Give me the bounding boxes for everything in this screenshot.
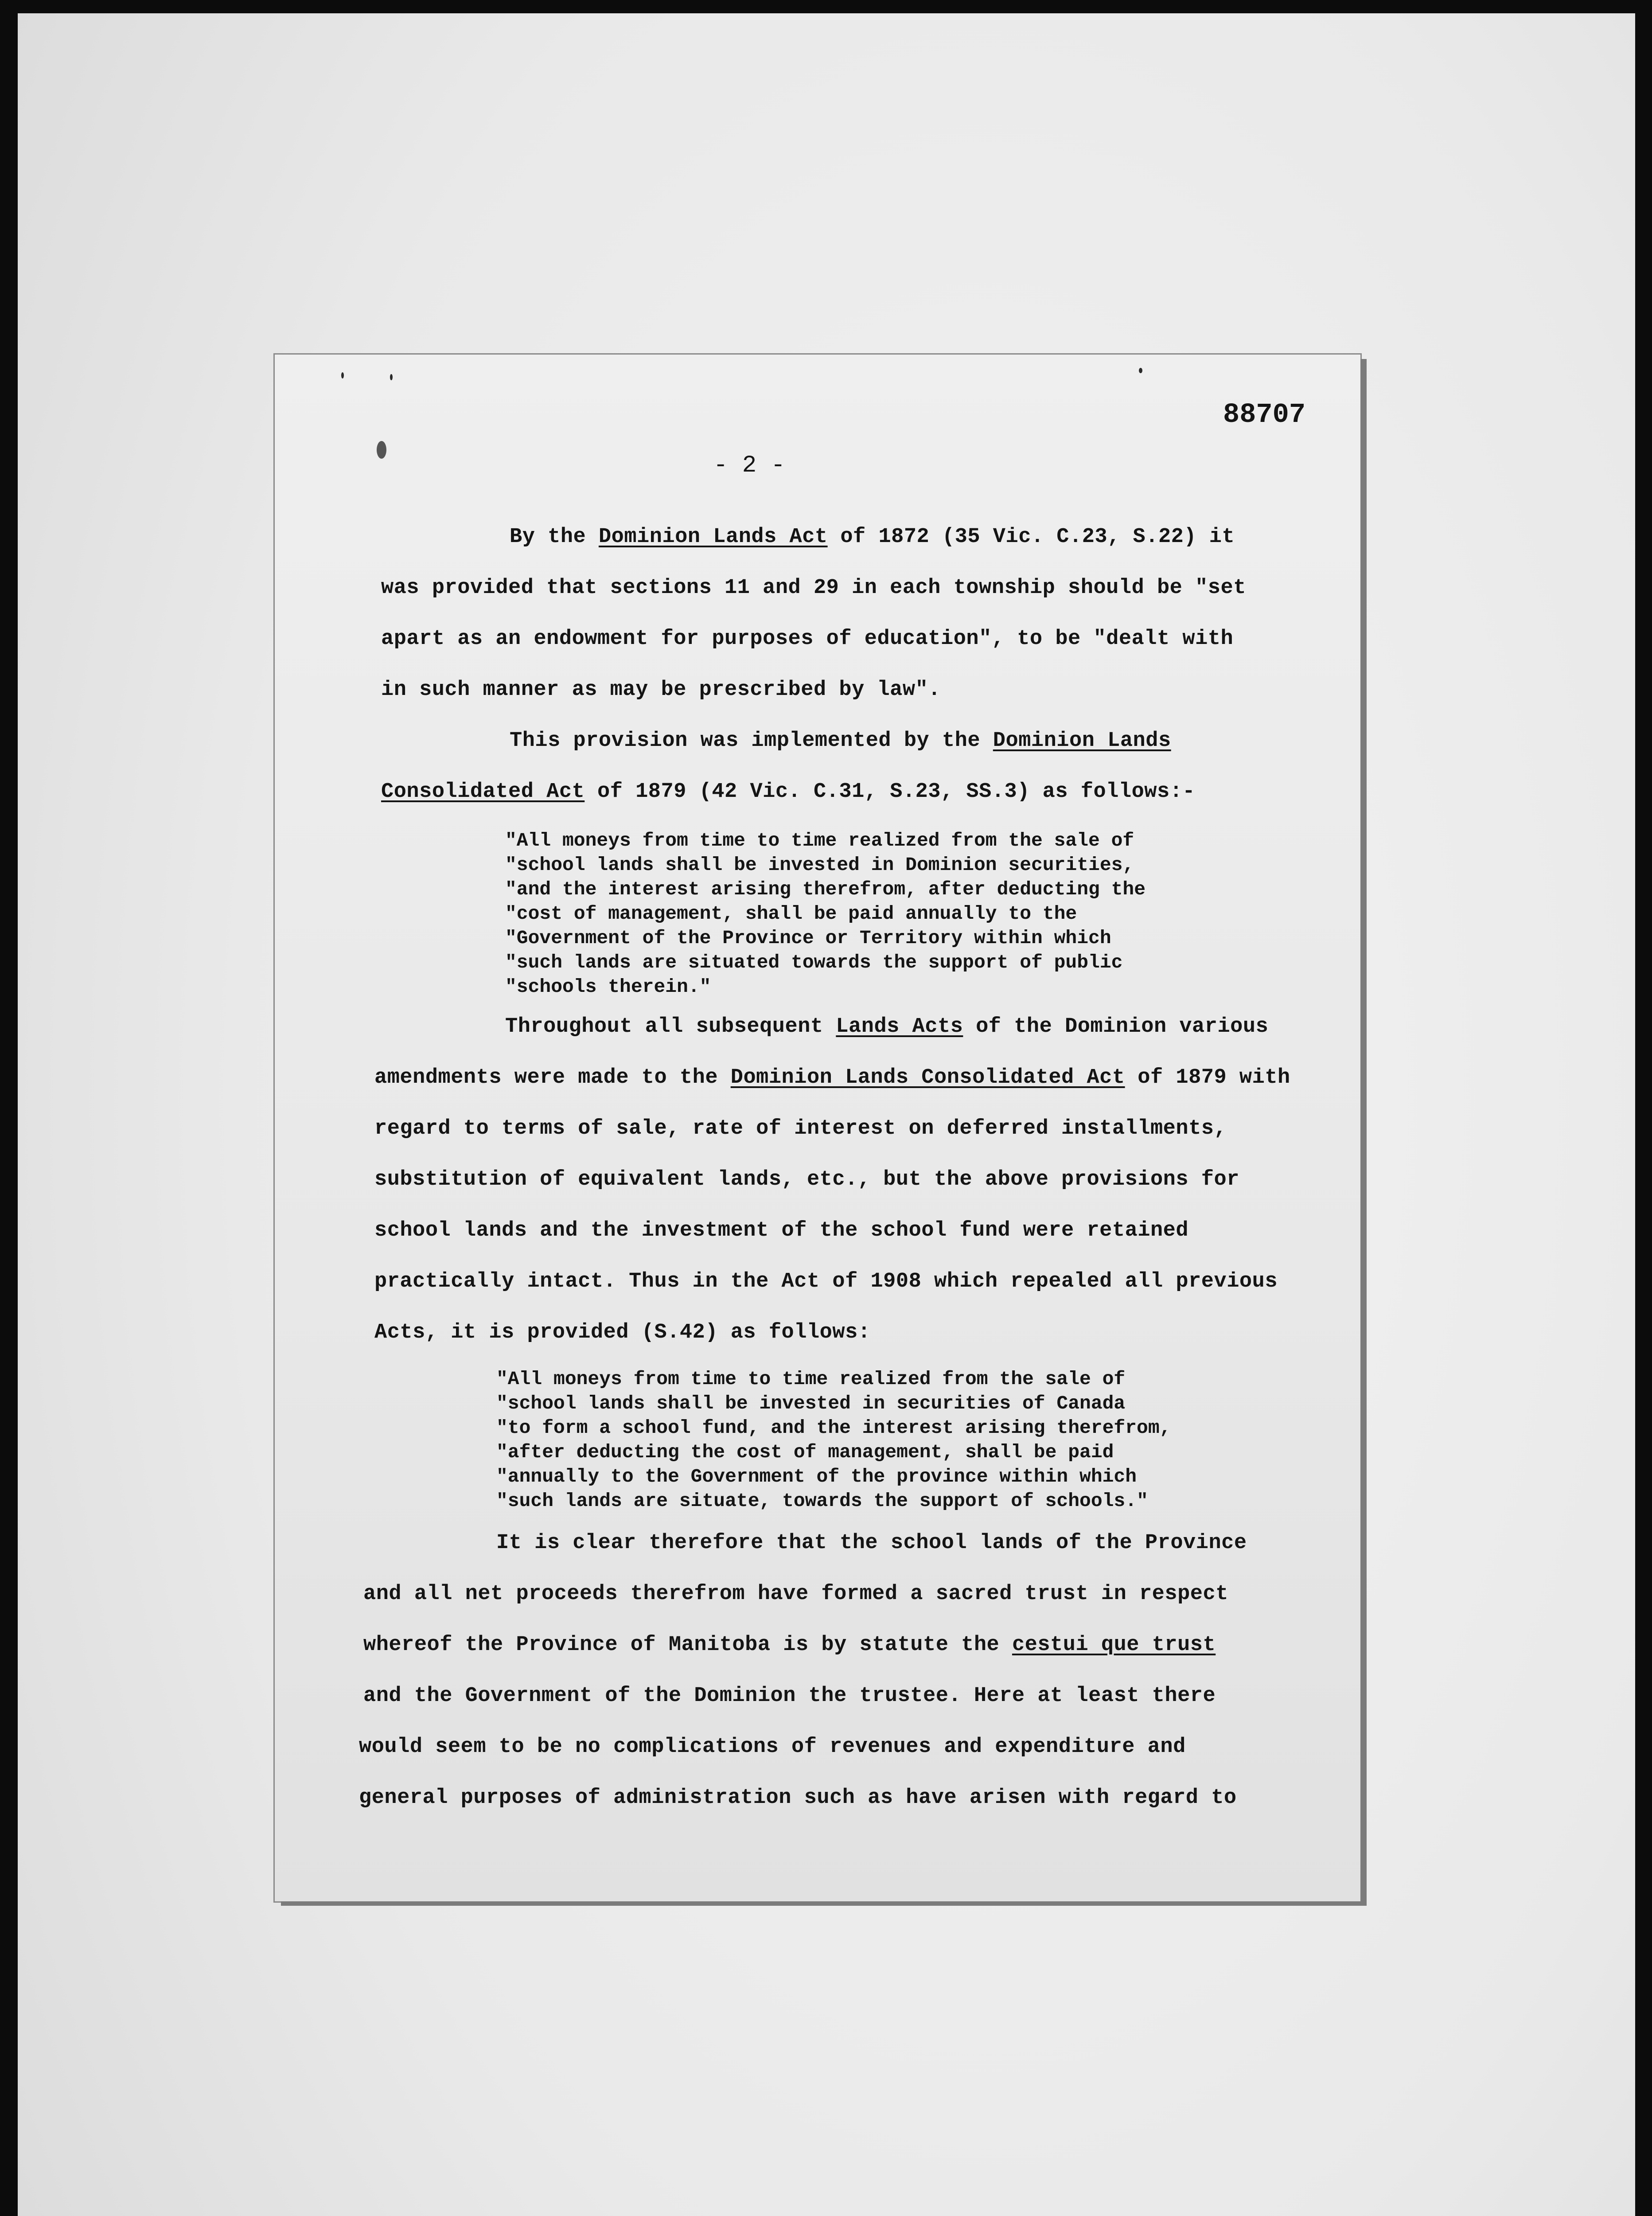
text-line: Acts, it is provided (S.42) as follows:	[374, 1321, 871, 1344]
quote-line: "and the interest arising therefrom, after deducting the	[505, 878, 1146, 900]
quote-line: "school lands shall be invested in securities of Canada	[496, 1393, 1126, 1414]
speck	[341, 372, 344, 378]
text-line: would seem to be no complications of revenues and expenditure and	[359, 1735, 1186, 1759]
text-line: in such manner as may be prescribed by law".	[381, 678, 941, 702]
quote-line: "Government of the Province or Territory within which	[505, 927, 1111, 949]
quote-line: "annually to the Government of the province within which	[496, 1466, 1137, 1487]
text-line: whereof the Province of Manitoba is by statute the cestui que trust	[363, 1633, 1216, 1657]
quote-line: "All moneys from time to time realized from the sale of	[505, 830, 1134, 851]
text-line: school lands and the investment of the school fund were retained	[374, 1219, 1189, 1242]
text-line: and all net proceeds therefrom have formed a sacred trust in respect	[363, 1582, 1228, 1606]
text-line: apart as an endowment for purposes of education", to be "dealt with	[381, 627, 1234, 651]
quote-line: "such lands are situated towards the support of public	[505, 952, 1123, 973]
quote-line: "schools therein."	[505, 976, 711, 998]
quote-line: "All moneys from time to time realized from the sale of	[496, 1368, 1126, 1390]
quote-line: "after deducting the cost of management, shall be paid	[496, 1441, 1114, 1463]
text-line: substitution of equivalent lands, etc., but the above provisions for	[374, 1168, 1239, 1191]
page-marker: - 2 -	[713, 452, 786, 479]
punch-hole-mark	[377, 441, 386, 459]
quote-line: "cost of management, shall be paid annually to the	[505, 903, 1077, 925]
text-line: Throughout all subsequent Lands Acts of the Dominion various	[505, 1015, 1269, 1038]
quote-line: "such lands are situate, towards the support of schools."	[496, 1490, 1148, 1512]
text-line: amendments were made to the Dominion Lands Consolidated Act of 1879 with	[374, 1066, 1290, 1089]
speck	[390, 374, 393, 380]
text-line: By the Dominion Lands Act of 1872 (35 Vic. C.23, S.22) it	[510, 525, 1235, 549]
document-number: 88707	[1223, 399, 1306, 430]
text-line: Consolidated Act of 1879 (42 Vic. C.31, S.23, SS.3) as follows:-	[381, 780, 1196, 804]
text-line: It is clear therefore that the school lands of the Province	[496, 1531, 1247, 1555]
text-line: was provided that sections 11 and 29 in each township should be "set	[381, 576, 1246, 600]
quote-line: "school lands shall be invested in Dominion securities,	[505, 854, 1134, 876]
text-line: and the Government of the Dominion the trustee. Here at least there	[363, 1684, 1216, 1708]
text-line: regard to terms of sale, rate of interest on deferred installments,	[374, 1117, 1227, 1140]
text-line: This provision was implemented by the Dominion Lands	[510, 729, 1171, 753]
speck	[1139, 368, 1142, 373]
typed-document-page	[275, 355, 1360, 1901]
quote-line: "to form a school fund, and the interest arising therefrom,	[496, 1417, 1171, 1439]
text-line: general purposes of administration such as have arisen with regard to	[359, 1786, 1237, 1810]
text-line: practically intact. Thus in the Act of 1908 which repealed all previous	[374, 1270, 1278, 1293]
